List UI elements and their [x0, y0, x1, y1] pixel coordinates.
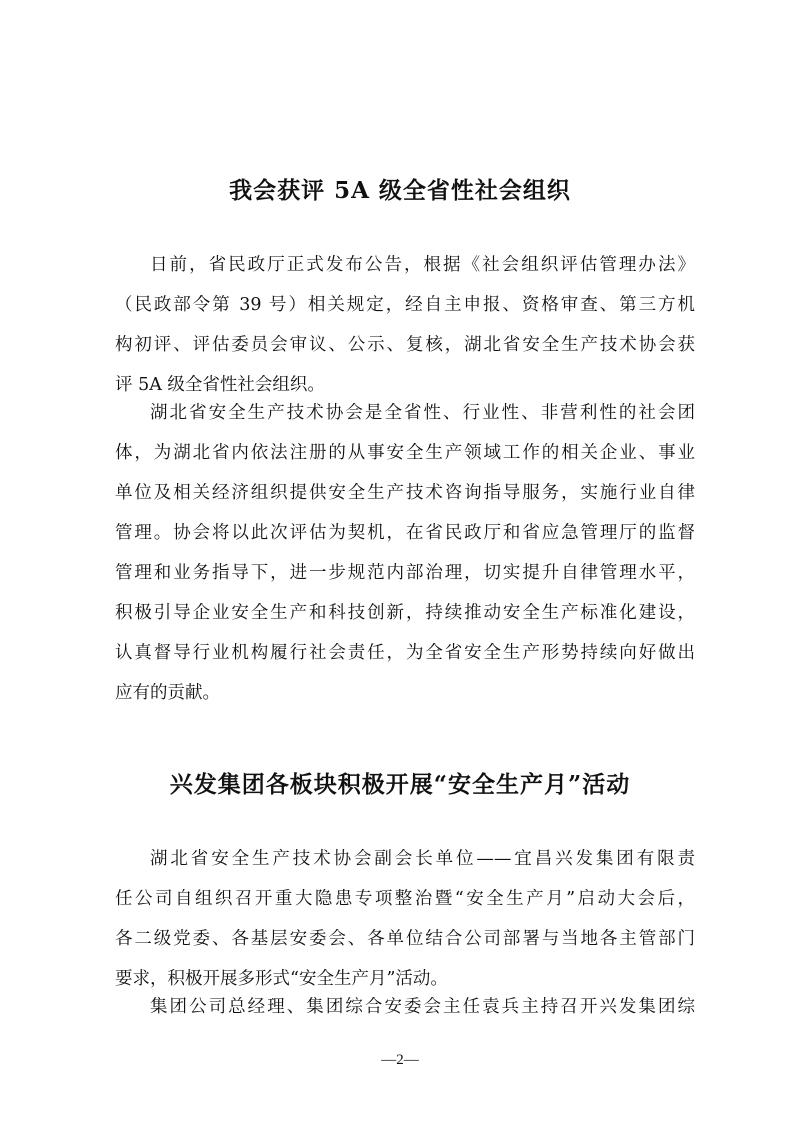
article1-p1-line-1: 日前，省民政厅正式发布公告，根据《社会组织评估管理办法》: [150, 255, 695, 275]
article1-p1-line-2: （民政部令第 39 号）相关规定，经自主申报、资格审查、第三方机: [115, 295, 695, 315]
article1-p1-line-4: 评 5A 级全省性社会组织。: [115, 375, 325, 395]
article1-p2-line-7: 认真督导行业机构履行社会责任，为全省安全生产形势持续向好做出: [115, 643, 695, 663]
article1-p2-line-3: 单位及相关经济组织提供安全生产技术咨询指导服务，实施行业自律: [115, 483, 695, 503]
page-number: —2—: [381, 1052, 419, 1068]
article1-p2-line-4: 管理。协会将以此次评估为契机，在省民政厅和省应急管理厅的监督: [115, 523, 695, 543]
article2-p1-line-4: 要求，积极开展多形式“安全生产月”活动。: [115, 969, 448, 989]
article1-p2-line-2: 体，为湖北省内依法注册的从事安全生产领域工作的相关企业、事业: [115, 443, 695, 463]
article1-p1-line-3: 构初评、评估委员会审议、公示、复核，湖北省安全生产技术协会获: [115, 335, 695, 355]
article2-paragraph-2: [115, 987, 695, 1027]
article2-p1-line-1: 湖北省安全生产技术协会副会长单位——宜昌兴发集团有限责: [150, 849, 695, 869]
article2-paragraph-1: [115, 839, 695, 999]
article2-p1-line-3: 各二级党委、各基层安委会、各单位结合公司部署与当地各主管部门: [115, 929, 695, 949]
article2-p1-line-2: 任公司自组织召开重大隐患专项整治暨“安全生产月”启动大会后，: [115, 889, 695, 909]
article1-paragraph-1: [115, 245, 695, 405]
article1-p2-line-6: 积极引导企业安全生产和科技创新，持续推动安全生产标准化建设，: [115, 603, 695, 623]
article1-paragraph-2: [115, 393, 695, 713]
article1-title: 我会获评 5A 级全省性社会组织: [229, 177, 571, 204]
article2-title: 兴发集团各板块积极开展“安全生产月”活动: [169, 771, 631, 798]
article1-p2-line-5: 管理和业务指导下，进一步规范内部治理，切实提升自律管理水平，: [115, 563, 695, 583]
article1-p2-line-8: 应有的贡献。: [115, 683, 220, 703]
article1-p2-line-1: 湖北省安全生产技术协会是全省性、行业性、非营利性的社会团: [150, 403, 695, 423]
article2-p2-line-1: 集团公司总经理、集团综合安委会主任袁兵主持召开兴发集团综: [150, 997, 695, 1017]
